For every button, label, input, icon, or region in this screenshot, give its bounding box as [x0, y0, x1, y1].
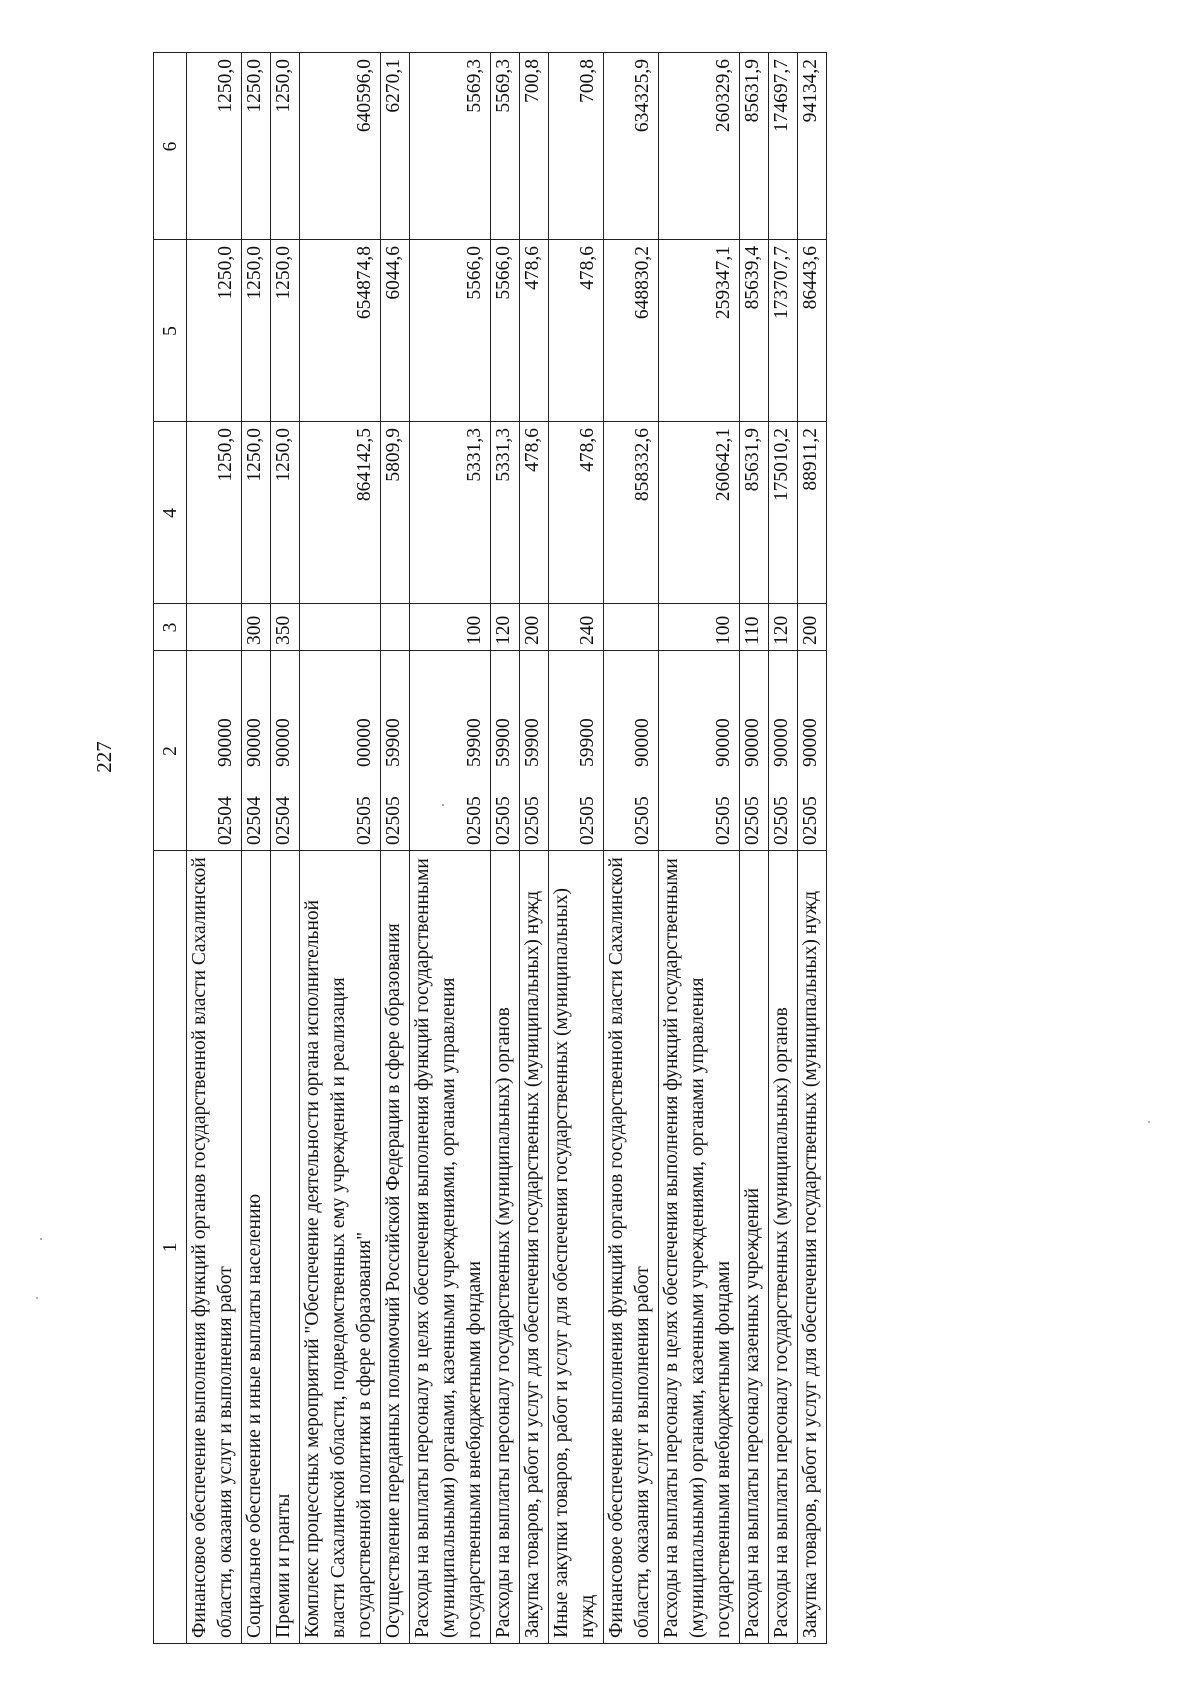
row-code-program: 02505	[522, 796, 543, 845]
row-code-program: 02505	[713, 796, 734, 845]
row-code	[769, 651, 798, 851]
row-name: Иные закупки товаров, работ и услуг для обеспечения государственных (муниципальных) нужд	[549, 851, 604, 1644]
table-row	[381, 53, 410, 1644]
row-expense-type: 110	[740, 604, 769, 651]
row-value-col4: 88911,2	[798, 422, 827, 604]
row-code-direction: 90000	[244, 718, 265, 767]
table-row	[520, 53, 549, 1644]
header-col-1: 1	[154, 851, 187, 1644]
row-expense-type	[604, 604, 659, 651]
table-row	[659, 53, 740, 1644]
row-value-col4: 1250,0	[187, 422, 242, 604]
row-value-col6: 1250,0	[187, 53, 242, 240]
table-row	[491, 53, 520, 1644]
row-code	[491, 651, 520, 851]
row-name: Финансовое обеспечение выполнения функций органов государственной власти Сахалинской области, оказания услуг и выполнения работ	[604, 851, 659, 1644]
table-row	[271, 53, 300, 1644]
row-code-program: 02505	[742, 796, 763, 845]
row-code-direction: 59900	[577, 718, 598, 767]
row-value-col5: 478,6	[549, 240, 604, 422]
row-expense-type: 350	[271, 604, 300, 651]
table-row	[242, 53, 271, 1644]
header-col-5: 5	[154, 240, 187, 422]
row-value-col6: 94134,2	[798, 53, 827, 240]
row-value-col4: 5331,3	[410, 422, 491, 604]
header-row	[154, 53, 187, 1644]
row-code	[242, 651, 271, 851]
row-name: Закупка товаров, работ и услуг для обеспечения государственных (муниципальных) нужд	[798, 851, 827, 1644]
row-name: Осуществление переданных полномочий Российской Федерации в сфере образования	[381, 851, 410, 1644]
row-code	[187, 651, 242, 851]
scan-speck	[442, 804, 444, 806]
row-value-col5: 478,6	[520, 240, 549, 422]
row-code-direction: 90000	[800, 718, 821, 767]
row-value-col4: 1250,0	[242, 422, 271, 604]
row-expense-type: 100	[410, 604, 491, 651]
row-value-col5: 5566,0	[410, 240, 491, 422]
row-value-col5: 1250,0	[271, 240, 300, 422]
header-col-2: 2	[154, 651, 187, 851]
row-value-col5: 86443,6	[798, 240, 827, 422]
row-value-col6: 6270,1	[381, 53, 410, 240]
row-value-col4: 5331,3	[491, 422, 520, 604]
header-col-6: 6	[154, 53, 187, 240]
row-code	[381, 651, 410, 851]
row-code-direction: 90000	[742, 718, 763, 767]
table-row	[187, 53, 242, 1644]
row-value-col6: 174697,7	[769, 53, 798, 240]
row-value-col5: 1250,0	[242, 240, 271, 422]
row-code-direction: 90000	[632, 718, 653, 767]
row-value-col5: 173707,7	[769, 240, 798, 422]
row-value-col5: 259347,1	[659, 240, 740, 422]
table-row	[549, 53, 604, 1644]
row-name: Финансовое обеспечение выполнения функций органов государственной власти Сахалинской области, оказания услуг и выполнения работ	[187, 851, 242, 1644]
row-value-col6: 634325,9	[604, 53, 659, 240]
row-value-col5: 1250,0	[187, 240, 242, 422]
row-name: Комплекс процессных мероприятий "Обеспечение деятельности органа исполнительной власти Сахалинской области, подведомственных ему учреждений и реализация государственной политики в сфере образования"	[300, 851, 381, 1644]
table-row	[798, 53, 827, 1644]
row-expense-type	[381, 604, 410, 651]
row-name: Социальное обеспечение и иные выплаты населению	[242, 851, 271, 1644]
scan-speck	[40, 1238, 42, 1240]
row-value-col6: 700,8	[520, 53, 549, 240]
row-code-program: 02505	[354, 796, 375, 845]
table-body	[187, 53, 827, 1644]
row-name: Расходы на выплаты персоналу государственных (муниципальных) органов	[769, 851, 798, 1644]
row-expense-type: 200	[798, 604, 827, 651]
row-expense-type: 300	[242, 604, 271, 651]
row-value-col4: 478,6	[520, 422, 549, 604]
row-code-direction: 59900	[493, 718, 514, 767]
table-row	[410, 53, 491, 1644]
scan-speck	[36, 1297, 38, 1299]
row-code-program: 02504	[215, 796, 236, 845]
row-code-program: 02504	[273, 796, 294, 845]
budget-table	[153, 52, 827, 1644]
row-value-col5: 648830,2	[604, 240, 659, 422]
row-expense-type: 120	[769, 604, 798, 651]
row-code-direction: 90000	[713, 718, 734, 767]
row-expense-type: 100	[659, 604, 740, 651]
row-expense-type: 200	[520, 604, 549, 651]
row-code	[798, 651, 827, 851]
row-value-col6: 5569,3	[410, 53, 491, 240]
table-row	[604, 53, 659, 1644]
row-value-col6: 5569,3	[491, 53, 520, 240]
row-value-col6: 1250,0	[242, 53, 271, 240]
row-value-col5: 654874,8	[300, 240, 381, 422]
row-code	[520, 651, 549, 851]
table-row	[300, 53, 381, 1644]
row-code-program: 02505	[800, 796, 821, 845]
row-expense-type: 120	[491, 604, 520, 651]
row-code-direction: 59900	[464, 718, 485, 767]
header-col-3: 3	[154, 604, 187, 651]
scan-speck	[1148, 1121, 1150, 1123]
row-code	[659, 651, 740, 851]
row-value-col6: 85631,9	[740, 53, 769, 240]
row-value-col4: 864142,5	[300, 422, 381, 604]
row-code	[740, 651, 769, 851]
table-row	[769, 53, 798, 1644]
row-value-col4: 175010,2	[769, 422, 798, 604]
row-value-col4: 858332,6	[604, 422, 659, 604]
row-code-program: 02504	[244, 796, 265, 845]
row-name: Расходы на выплаты персоналу казенных учреждений	[740, 851, 769, 1644]
header-col-4: 4	[154, 422, 187, 604]
row-value-col5: 85639,4	[740, 240, 769, 422]
row-value-col4: 478,6	[549, 422, 604, 604]
row-expense-type: 240	[549, 604, 604, 651]
row-code	[549, 651, 604, 851]
row-code	[271, 651, 300, 851]
row-name: Премии и гранты	[271, 851, 300, 1644]
row-value-col5: 6044,6	[381, 240, 410, 422]
row-value-col6: 260329,6	[659, 53, 740, 240]
row-value-col4: 1250,0	[271, 422, 300, 604]
table-row	[740, 53, 769, 1644]
row-value-col4: 5809,9	[381, 422, 410, 604]
row-code-direction: 59900	[383, 718, 404, 767]
page-number: 227	[92, 741, 116, 773]
row-name: Расходы на выплаты персоналу в целях обеспечения выполнения функций государственными (муниципальными) органами, казенными учреждениями, органами управления государственными внебюджетными фондами	[410, 851, 491, 1644]
row-code-program: 02505	[632, 796, 653, 845]
row-name: Закупка товаров, работ и услуг для обеспечения государственных (муниципальных) нужд	[520, 851, 549, 1644]
row-code-direction: 00000	[354, 718, 375, 767]
row-value-col4: 85631,9	[740, 422, 769, 604]
row-name: Расходы на выплаты персоналу в целях обеспечения выполнения функций государственными (муниципальными) органами, казенными учреждениями, органами управления государственными внебюджетными фондами	[659, 851, 740, 1644]
row-value-col4: 260642,1	[659, 422, 740, 604]
row-value-col6: 640596,0	[300, 53, 381, 240]
row-value-col6: 700,8	[549, 53, 604, 240]
row-code-direction: 90000	[771, 718, 792, 767]
row-code	[410, 651, 491, 851]
row-code-program: 02505	[577, 796, 598, 845]
row-code-program: 02505	[383, 796, 404, 845]
row-value-col6: 1250,0	[271, 53, 300, 240]
row-name: Расходы на выплаты персоналу государственных (муниципальных) органов	[491, 851, 520, 1644]
row-code	[604, 651, 659, 851]
row-expense-type	[300, 604, 381, 651]
row-code-direction: 90000	[273, 718, 294, 767]
row-code-direction: 90000	[215, 718, 236, 767]
row-expense-type	[187, 604, 242, 651]
row-code-direction: 59900	[522, 718, 543, 767]
row-code	[300, 651, 381, 851]
row-value-col5: 5566,0	[491, 240, 520, 422]
row-code-program: 02505	[464, 796, 485, 845]
row-code-program: 02505	[493, 796, 514, 845]
row-code-program: 02505	[771, 796, 792, 845]
